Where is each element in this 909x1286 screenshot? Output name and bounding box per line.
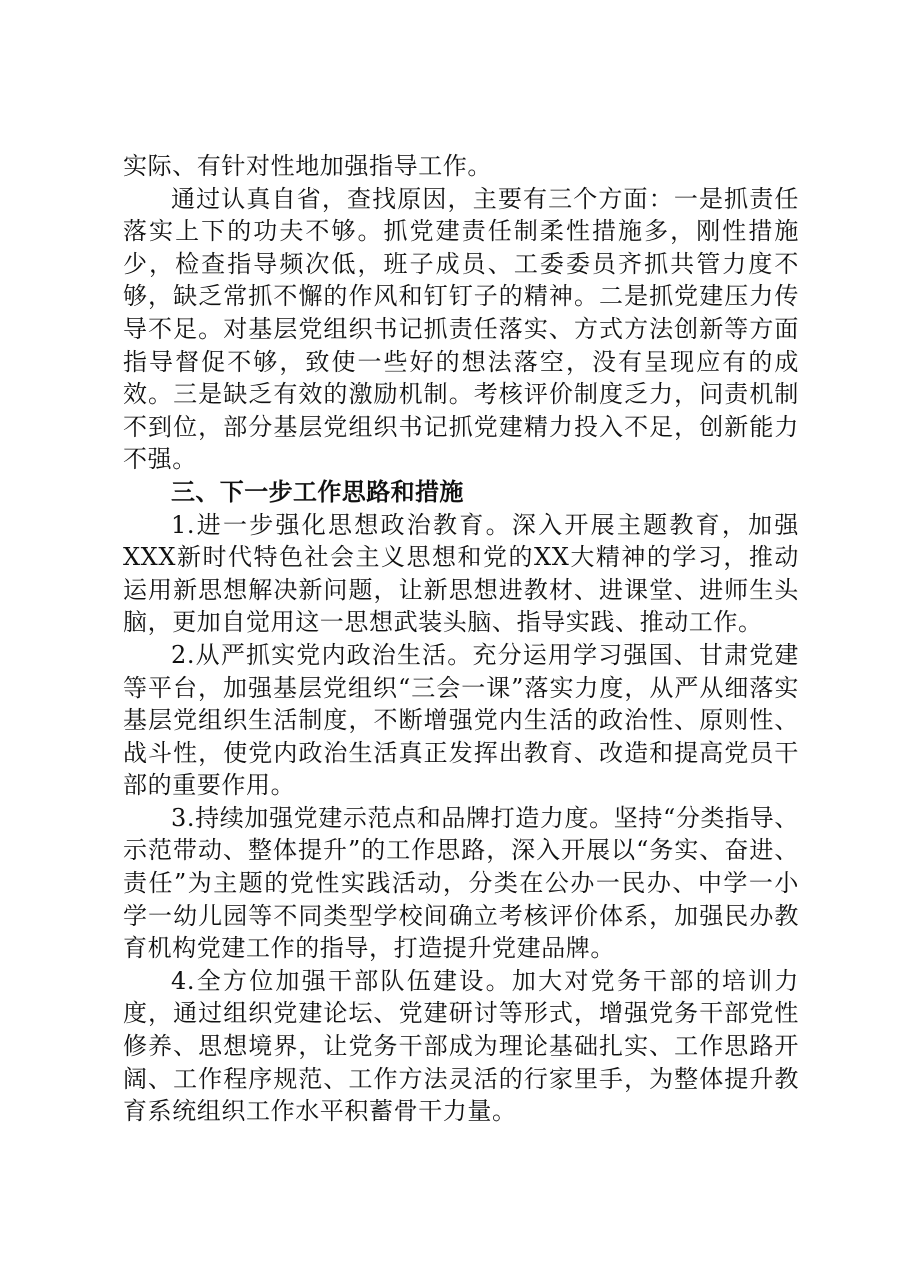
cause-analysis-paragraph: 通过认真自省，查找原因，主要有三个方面：一是抓责任落实上下的功夫不够。抓党建责任制柔性措施多，刚性措施少，检查指导频次低，班子成员、工委委员齐抓共管力度不够，缺乏常抓不懈的作风和钉钉子的精神。二是抓党建压力传导不足。对基层党组织书记抓责任落实、方式方法创新等方面指导督促不够，致使一些好的想法落空，没有呈现应有的成效。三是缺乏有效的激励机制。考核评价制度乏力，问责机制不到位，部分基层党组织书记抓党建精力投入不足，创新能力不强。 xyxy=(123,184,799,474)
opening-line: 实际、有针对性地加强指导工作。 xyxy=(123,152,492,180)
section-heading: 三、下一步工作思路和措施 xyxy=(171,477,464,506)
measure-item-4: 4.全方位加强干部队伍建设。加大对党务干部的培训力度，通过组织党建论坛、党建研讨等形式，增强党务干部党性修养、思想境界，让党务干部成为理论基础扎实、工作思路开阔、工作程序规范、工作方法灵活的行家里手，为整体提升教育系统组织工作水平积蓄骨干力量。 xyxy=(123,966,799,1126)
measure-item-2: 2.从严抓实党内政治生活。充分运用学习强国、甘肃党建等平台，加强基层党组织“三会一课”落实力度，从严从细落实基层党组织生活制度，不断增强党内生活的政治性、原则性、战斗性，使党内政治生活真正发挥出教育、改造和提高党员干部的重要作用。 xyxy=(123,640,799,800)
measure-item-3: 3.持续加强党建示范点和品牌打造力度。坚持“分类指导、示范带动、整体提升”的工作思路，深入开展以“务实、奋进、责任”为主题的党性实践活动，分类在公办一民办、中学一小学一幼儿园等不同类型学校间确立考核评价体系，加强民办教育机构党建工作的指导，打造提升党建品牌。 xyxy=(123,803,799,963)
document-page xyxy=(123,150,799,1128)
measure-item-1: 1.进一步强化思想政治教育。深入开展主题教育，加强XXX新时代特色社会主义思想和党的XX大精神的学习，推动运用新思想解决新问题，让新思想进教材、进课堂、进师生头脑，更加自觉用这一思想武装头脑、指导实践、推动工作。 xyxy=(123,510,799,637)
